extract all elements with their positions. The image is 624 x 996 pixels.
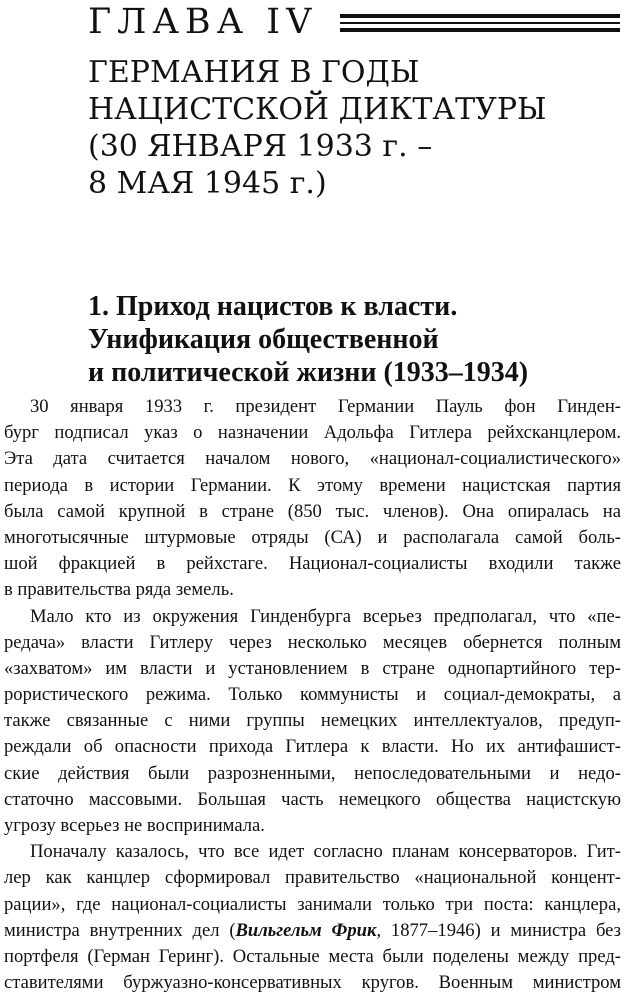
section-title-line: 1. Приход нацистов к власти. [88, 291, 458, 322]
chapter-title-line: (30 ЯНВАРЯ 1933 г. – [88, 129, 433, 164]
chapter-title [88, 54, 608, 202]
text-line: 30 января 1933 г. президент Германии Пауль фон Гинден- [30, 396, 621, 417]
text-line: ставителями буржуазно-консервативных кругов. Военным министром [4, 972, 621, 994]
text-fragment: , 1877–1946) и министра без [376, 919, 622, 941]
text-line: статочно массовыми. Большая часть немецкого общества нацистскую [4, 788, 621, 810]
text-line: угрозу всерьез не воспринимала. [4, 815, 265, 836]
chapter-heading [88, 2, 622, 42]
text-fragment: министра внутренних дел ( [4, 919, 236, 941]
text-line: реждали об опасности прихода Гитлера к власти. Но их антифашист- [4, 736, 621, 758]
chapter-title-line: НАЦИСТСКОЙ ДИКТАТУРЫ [88, 92, 547, 127]
section-title-line: Унификация общественной [88, 324, 439, 355]
text-line: периода в истории Германии. К этому времени нацистская партия [4, 474, 621, 496]
text-line: «захватом» им власти и установлением в стране однопартийного тер- [4, 657, 621, 679]
paragraph-2 [4, 604, 621, 840]
text-line: рористического режима. Только коммунисты и социал-демократы, а [4, 684, 621, 706]
chapter-label: ГЛАВА IV [88, 2, 318, 42]
text-line: редача» власти Гитлеру через несколько месяцев обернется полным [4, 631, 621, 653]
text-line: была самой крупной в стране (850 тыс. членов). Она опиралась на [4, 500, 621, 522]
text-line: Эта дата считается началом нового, «национал-социалистического» [4, 448, 621, 470]
chapter-title-line: 8 МАЯ 1945 г.) [88, 166, 327, 201]
section-title [88, 290, 618, 389]
paragraph-1 [4, 394, 621, 604]
chapter-rule-ornament [340, 14, 620, 34]
rule-line-middle [340, 22, 620, 24]
text-line: шой фракцией в рейхстаге. Национал-социалисты входили также [4, 553, 621, 575]
person-name-emphasis: Вильгельм Фрик [235, 919, 377, 941]
text-line: портфеля (Герман Геринг). Остальные места были поделены между пред- [4, 945, 621, 967]
section-title-line: и политической жизни (1933–1934) [88, 357, 529, 388]
chapter-title-line: ГЕРМАНИЯ В ГОДЫ [88, 55, 420, 90]
paragraph-3 [4, 839, 621, 996]
rule-line-top [340, 14, 620, 18]
text-line: Мало кто из окружения Гинденбурга всерьез предполагал, что «пе- [30, 605, 621, 627]
text-line: лер как канцлер сформировал правительство «национальной концент- [4, 867, 621, 889]
text-line: в правительства ряда земель. [4, 579, 234, 601]
text-line: также связанные с ними группы немецких интеллектуалов, предуп- [4, 710, 621, 732]
body-text [4, 394, 621, 996]
text-line: ские действия были разрозненными, непоследовательными и недо- [4, 762, 621, 784]
text-line: рации», где национал-социалисты занимали только три поста: канцлера, [4, 893, 621, 915]
text-line: бург подписал указ о назначении Адольфа Гитлера рейхсканцлером. [4, 422, 621, 444]
text-line [4, 918, 621, 944]
text-line: Поначалу казалось, что все идет согласно планам консерваторов. Гит- [30, 841, 621, 863]
rule-line-bottom [340, 28, 620, 32]
text-line: многотысячные штурмовые отряды (СА) и располагала самой боль- [4, 526, 621, 548]
